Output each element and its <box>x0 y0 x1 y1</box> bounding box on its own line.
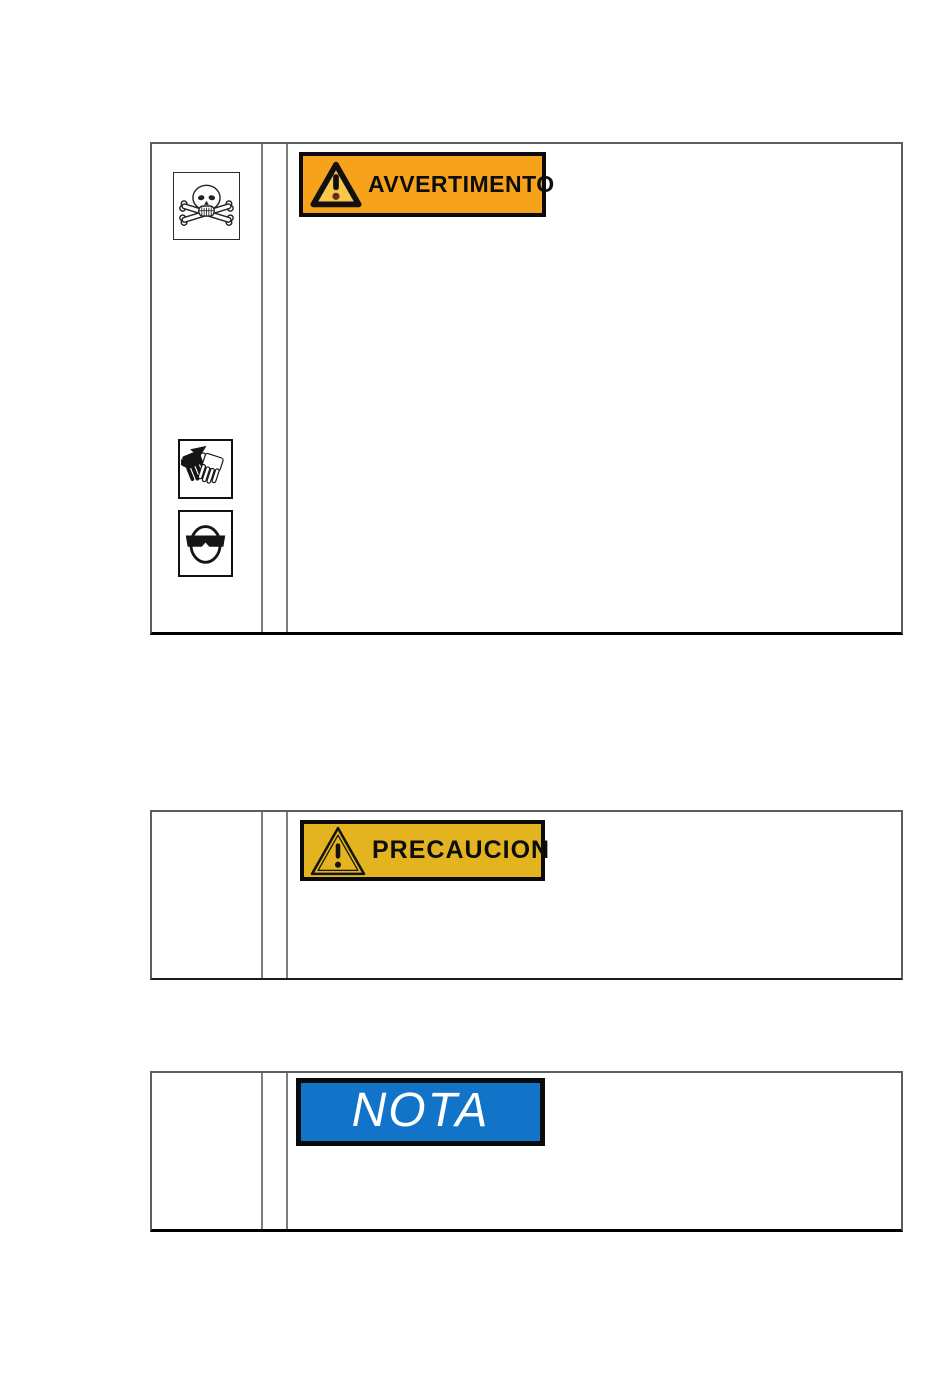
table-column-divider <box>261 812 263 978</box>
safety-goggles-icon <box>178 510 233 577</box>
caution-triangle-icon <box>310 826 366 877</box>
caution-table <box>150 810 903 980</box>
caution-banner <box>300 820 551 881</box>
note-table <box>150 1071 903 1232</box>
table-column-divider <box>261 144 263 632</box>
table-column-divider <box>286 812 288 978</box>
table-column-divider <box>286 144 288 632</box>
table-column-divider <box>286 1073 288 1229</box>
note-banner-label: NOTA <box>351 1083 490 1137</box>
caution-banner-label: PRECAUCION <box>372 836 551 864</box>
warning-banner-label: AVVERTIMENTO <box>368 171 555 197</box>
table-column-divider <box>261 1073 263 1229</box>
warning-banner <box>299 152 555 217</box>
note-banner <box>296 1078 545 1146</box>
warning-triangle-icon <box>310 160 362 209</box>
warning-table <box>150 142 903 635</box>
skull-crossbones-icon <box>173 172 240 240</box>
protective-gloves-icon <box>178 439 233 499</box>
